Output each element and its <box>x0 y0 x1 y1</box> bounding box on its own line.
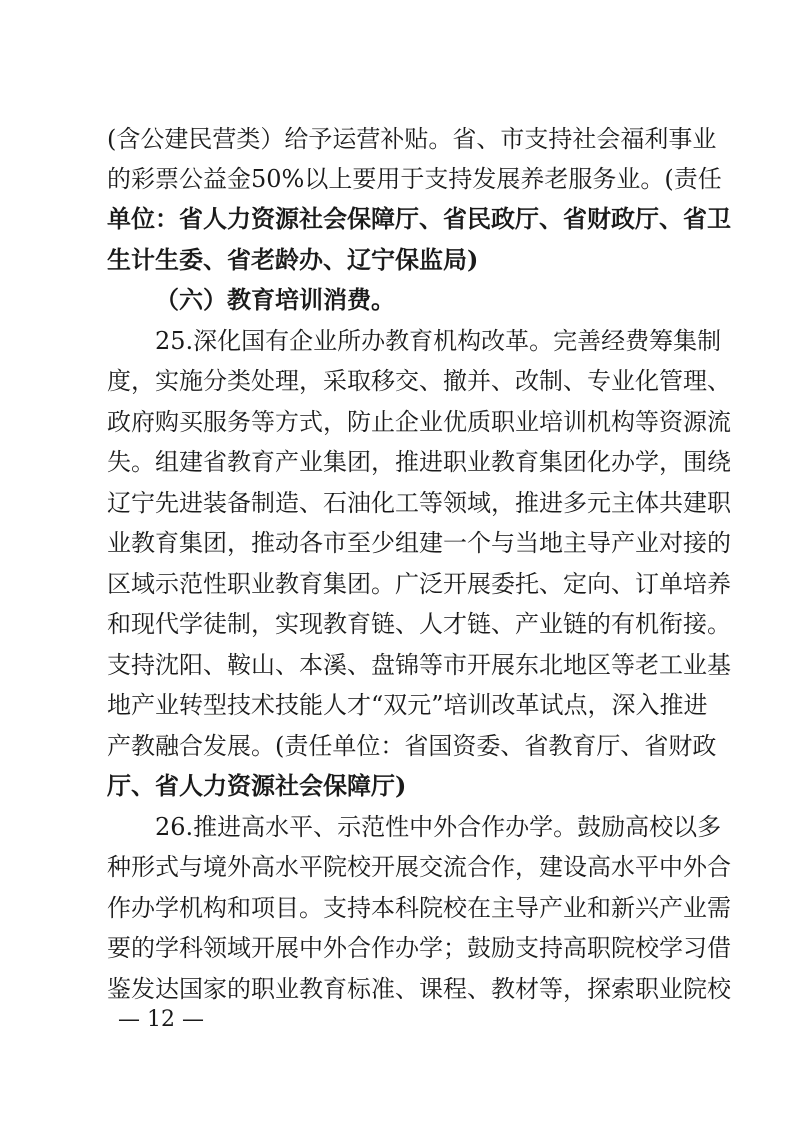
section-heading: （六）教育培训消费。 <box>155 285 395 314</box>
text-line: 作办学机构和项目。支持本科院校在主导产业和新兴产业需 <box>107 894 731 922</box>
text-line: 和现代学徒制，实现教育链、人才链、产业链的有机衔接。 <box>107 610 731 638</box>
paragraph-first-line: 26.推进高水平、示范性中外合作办学。鼓励高校以多 <box>155 813 722 841</box>
text-line: (含公建民营类）给予运营补贴。省、市支持社会福利事业 <box>107 125 717 153</box>
text-line: 失。组建省教育产业集团，推进职业教育集团化办学，围绕 <box>107 448 731 476</box>
text-line: 种形式与境外高水平院校开展交流合作，建设高水平中外合 <box>107 853 731 881</box>
text-line: 鉴发达国家的职业教育标准、课程、教材等，探索职业院校 <box>107 975 731 1003</box>
text-line: 度，实施分类处理，采取移交、撤并、改制、专业化管理、 <box>107 367 731 395</box>
text-line: 支持沈阳、鞍山、本溪、盘锦等市开展东北地区等老工业基 <box>107 651 731 679</box>
text-line: 要的学科领域开展中外合作办学；鼓励支持高职院校学习借 <box>107 934 731 962</box>
text-line: 地产业转型技术技能人才“双元”培训改革试点，深入推进 <box>107 691 708 719</box>
text-line: 政府购买服务等方式，防止企业优质职业培训机构等资源流 <box>107 408 731 436</box>
text-line: 产教融合发展。(责任单位：省国资委、省教育厅、省财政 <box>107 732 717 760</box>
text-line: 辽宁先进装备制造、石油化工等领域，推进多元主体共建职 <box>107 489 731 517</box>
text-line: 单位：省人力资源社会保障厅、省民政厅、省财政厅、省卫 <box>107 204 731 233</box>
text-line: 生计生委、省老龄办、辽宁保监局) <box>107 245 479 274</box>
paragraph-first-line: 25.深化国有企业所办教育机构改革。完善经费筹集制 <box>155 327 722 355</box>
text-line: 业教育集团，推动各市至少组建一个与当地主导产业对接的 <box>107 529 731 557</box>
text-line: 的彩票公益金50%以上要用于支持发展养老服务业。(责任 <box>107 165 722 193</box>
page-number: — 12 — <box>118 1007 204 1032</box>
text-line: 厅、省人力资源社会保障厅) <box>107 771 407 800</box>
text-line: 区域示范性职业教育集团。广泛开展委托、定向、订单培养 <box>107 570 731 598</box>
